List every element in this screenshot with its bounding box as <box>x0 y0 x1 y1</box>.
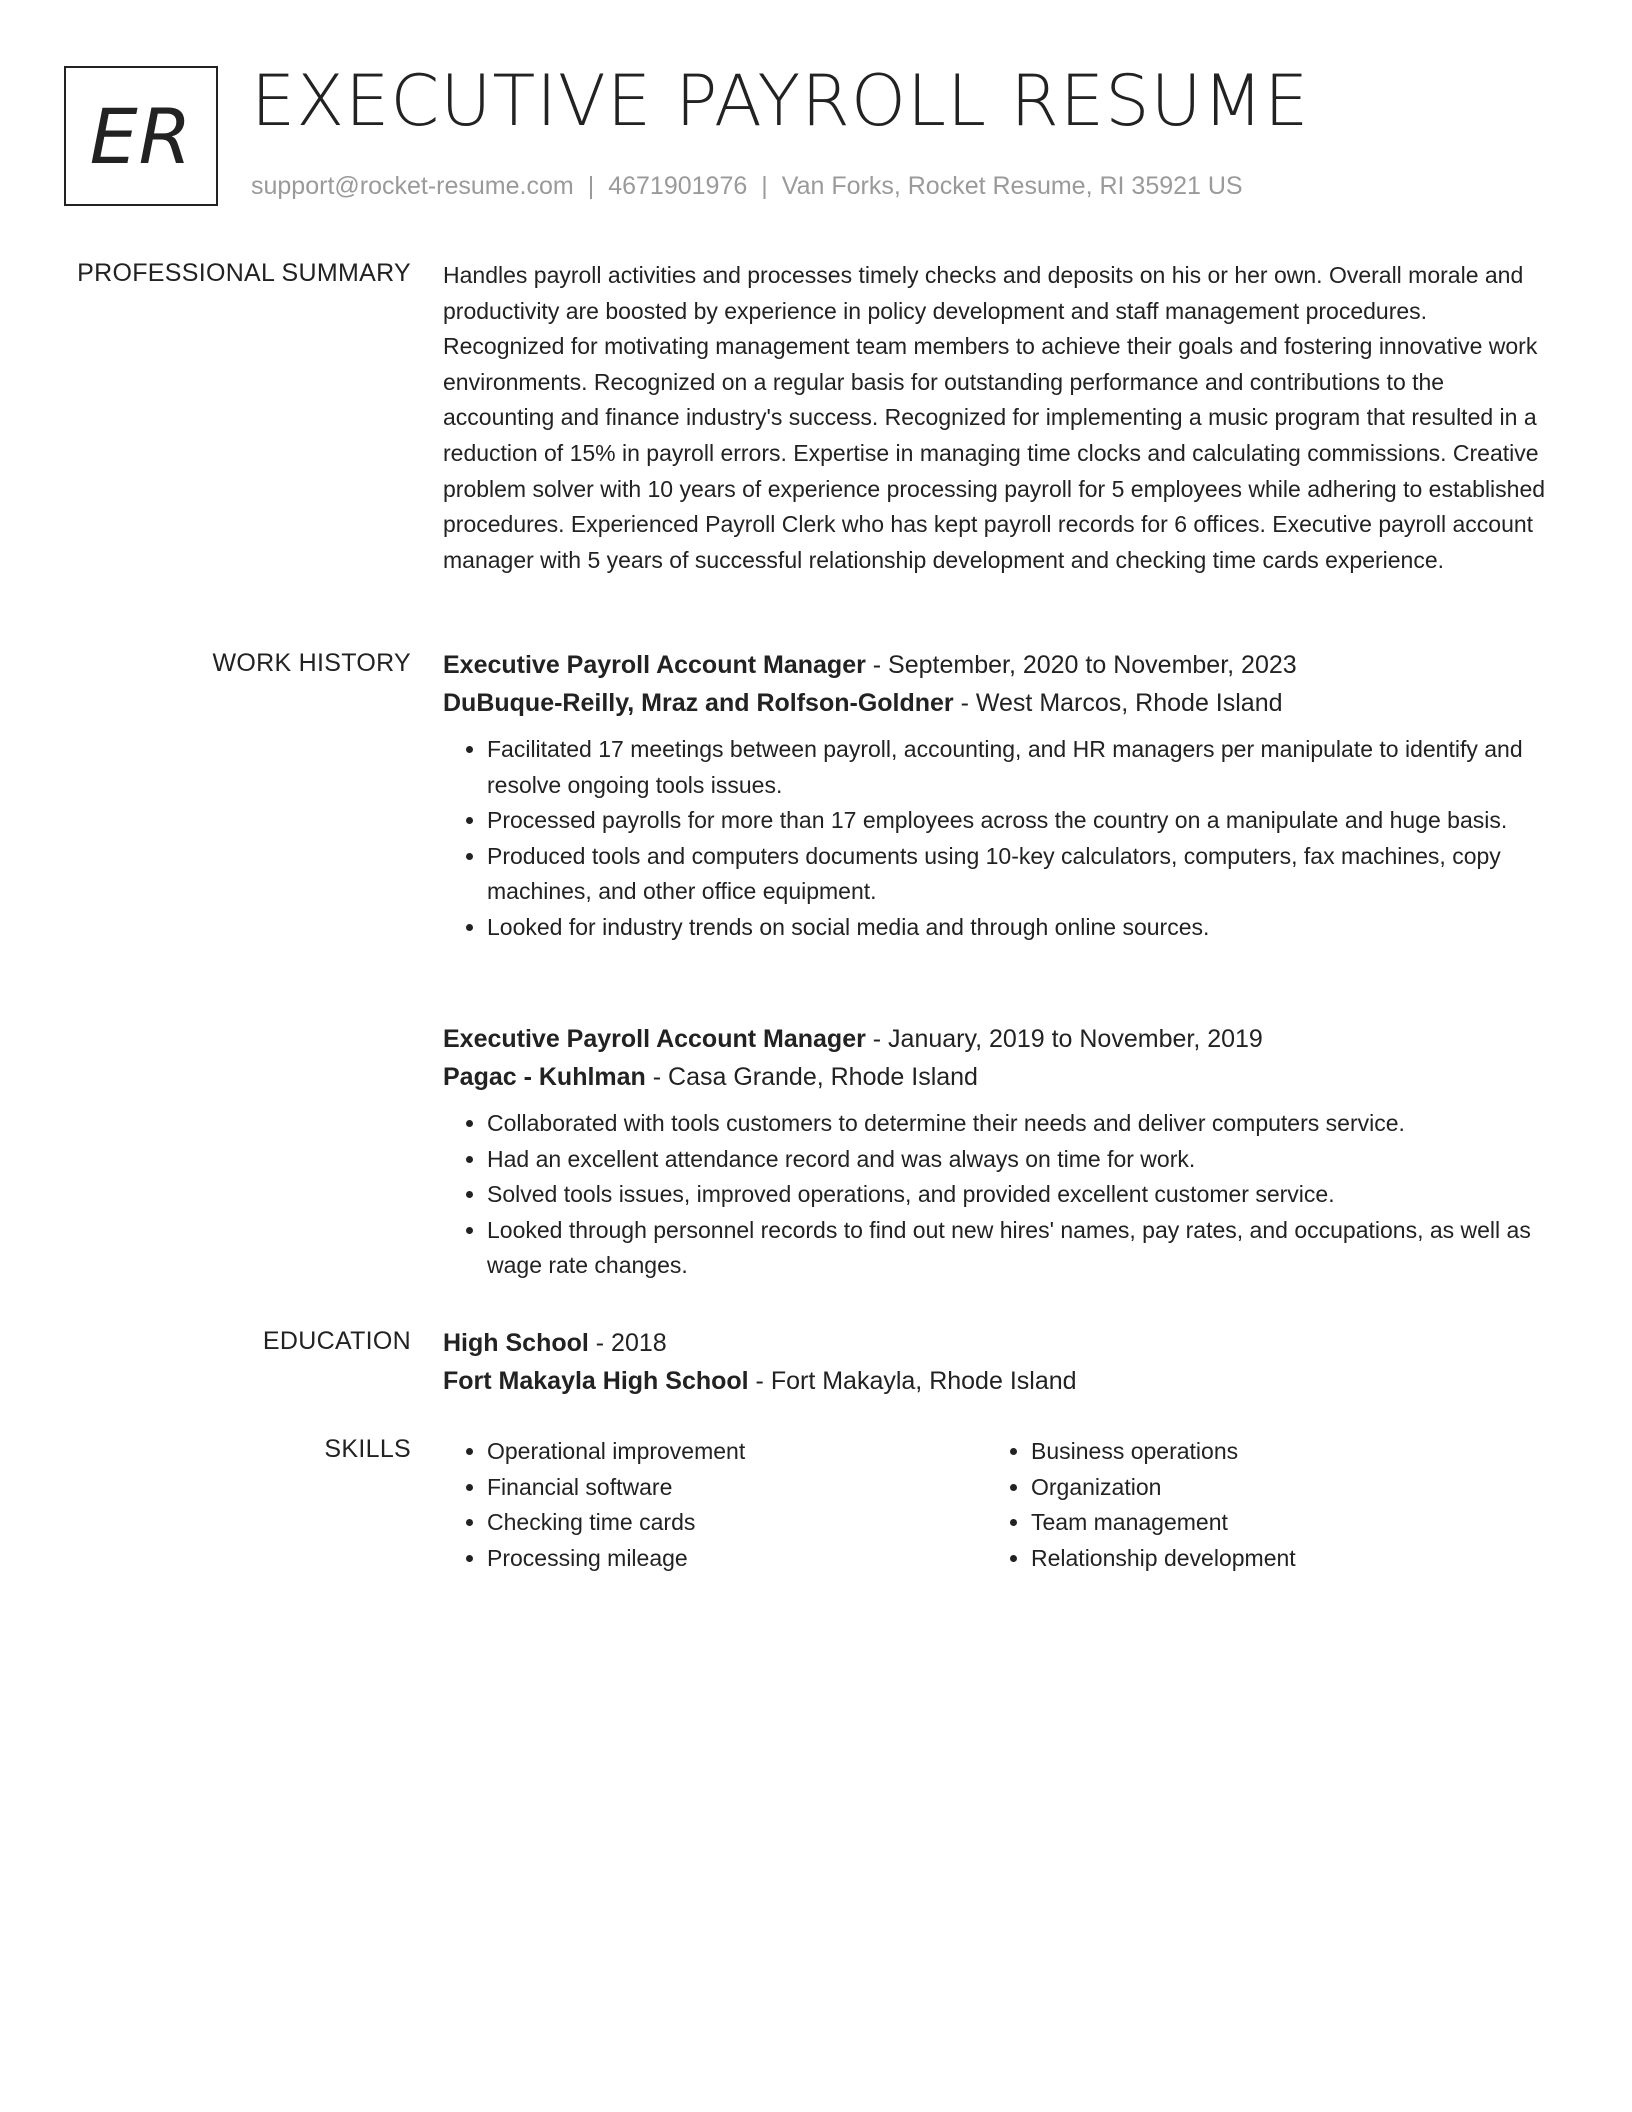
job-company-line <box>443 684 1553 722</box>
education-degree: High School <box>443 1329 589 1357</box>
skill-item: • Organization <box>1031 1470 1531 1506</box>
job-title: Executive Payroll Account Manager <box>443 1025 866 1053</box>
job-bullet: • Collaborated with tools customers to determine their needs and deliver computers service. <box>487 1106 1553 1142</box>
skill-item: • Relationship development <box>1031 1541 1531 1577</box>
skill-item: • Business operations <box>1031 1434 1531 1470</box>
work-history-body <box>443 646 1553 1279</box>
contact-phone: 4671901976 <box>608 172 748 200</box>
job-bullet: • Solved tools issues, improved operations, and provided excellent customer service. <box>487 1177 1553 1213</box>
summary-text: Handles payroll activities and processes timely checks and deposits on his or her own. Overall morale and productivity are boosted by experience in policy development and staff management procedures. Recognized for motivating management team members to achieve their goals and fostering innovative work environments. Recognized on a regular basis for outstanding performance and contributions to the accounting and finance industry's success. Recognized for implementing a music program that resulted in a reduction of 15% in payroll errors. Expertise in managing time clocks and calculating commissions. Creative problem solver with 10 years of experience processing payroll for 5 employees while adhering to established procedures. Experienced Payroll Clerk who has kept payroll records for 6 offices. Executive payroll account manager with 5 years of successful relationship development and checking time cards experience. <box>443 262 1546 573</box>
education-school: Fort Makayla High School <box>443 1367 749 1395</box>
education-school-line <box>443 1362 1553 1400</box>
summary-heading: PROFESSIONAL SUMMARY <box>77 259 411 287</box>
education-location: - Fort Makayla, Rhode Island <box>748 1367 1077 1395</box>
job-title-line <box>443 1020 1553 1058</box>
job-bullet: • Processed payrolls for more than 17 employees across the country on a manipulate and huge basis. <box>487 803 1553 839</box>
job-bullets <box>443 732 1553 946</box>
job-bullet: • Looked for industry trends on social media and through online sources. <box>487 910 1553 946</box>
job-bullet: • Produced tools and computers documents using 10-key calculators, computers, fax machines, copy machines, and other office equipment. <box>487 839 1553 910</box>
job-dates: - January, 2019 to November, 2019 <box>865 1025 1263 1053</box>
summary-body <box>443 258 1553 578</box>
resume-title: EXECUTIVE PAYROLL RESUME <box>251 60 1310 142</box>
skill-item: • Operational improvement <box>487 1434 987 1470</box>
monogram-initials: ER <box>89 91 193 181</box>
contact-line <box>251 172 1243 201</box>
skill-item: • Team management <box>1031 1505 1531 1541</box>
skills-list <box>443 1434 987 1576</box>
contact-separator: | <box>761 172 768 200</box>
job-title-line <box>443 646 1553 684</box>
contact-address: Van Forks, Rocket Resume, RI 35921 US <box>781 172 1243 200</box>
job-bullet: • Looked through personnel records to find out new hires' names, pay rates, and occupations, as well as wage rate changes. <box>487 1213 1553 1284</box>
education-heading: EDUCATION <box>262 1327 411 1355</box>
skill-item: • Processing mileage <box>487 1541 987 1577</box>
education-year: - 2018 <box>588 1329 667 1357</box>
skills-column-left <box>443 1434 987 1576</box>
contact-email: support@rocket-resume.com <box>251 172 574 200</box>
monogram-box <box>64 66 218 206</box>
job-bullet: • Had an excellent attendance record and was always on time for work. <box>487 1142 1553 1178</box>
job-bullets <box>443 1106 1553 1284</box>
education-body <box>443 1324 1553 1400</box>
skills-column-right <box>987 1434 1531 1576</box>
job-entry <box>443 1020 1553 1284</box>
job-dates: - September, 2020 to November, 2023 <box>865 651 1297 679</box>
skill-item: • Financial software <box>487 1470 987 1506</box>
work-history-heading: WORK HISTORY <box>212 649 411 677</box>
job-bullet: • Facilitated 17 meetings between payroll, accounting, and HR managers per manipulate to identify and resolve ongoing tools issues. <box>487 732 1553 803</box>
skills-grid <box>443 1434 1553 1576</box>
job-company-line <box>443 1058 1553 1096</box>
job-company: Pagac - Kuhlman <box>443 1063 646 1091</box>
skills-heading: SKILLS <box>324 1435 411 1463</box>
contact-separator: | <box>587 172 595 200</box>
job-location: - West Marcos, Rhode Island <box>953 689 1283 717</box>
education-degree-line <box>443 1324 1553 1362</box>
job-company: DuBuque-Reilly, Mraz and Rolfson-Goldner <box>443 689 954 717</box>
job-location: - Casa Grande, Rhode Island <box>645 1063 978 1091</box>
job-entry <box>443 646 1553 946</box>
job-title: Executive Payroll Account Manager <box>443 651 866 679</box>
skills-list <box>987 1434 1531 1576</box>
skills-body <box>443 1434 1553 1576</box>
skill-item: • Checking time cards <box>487 1505 987 1541</box>
